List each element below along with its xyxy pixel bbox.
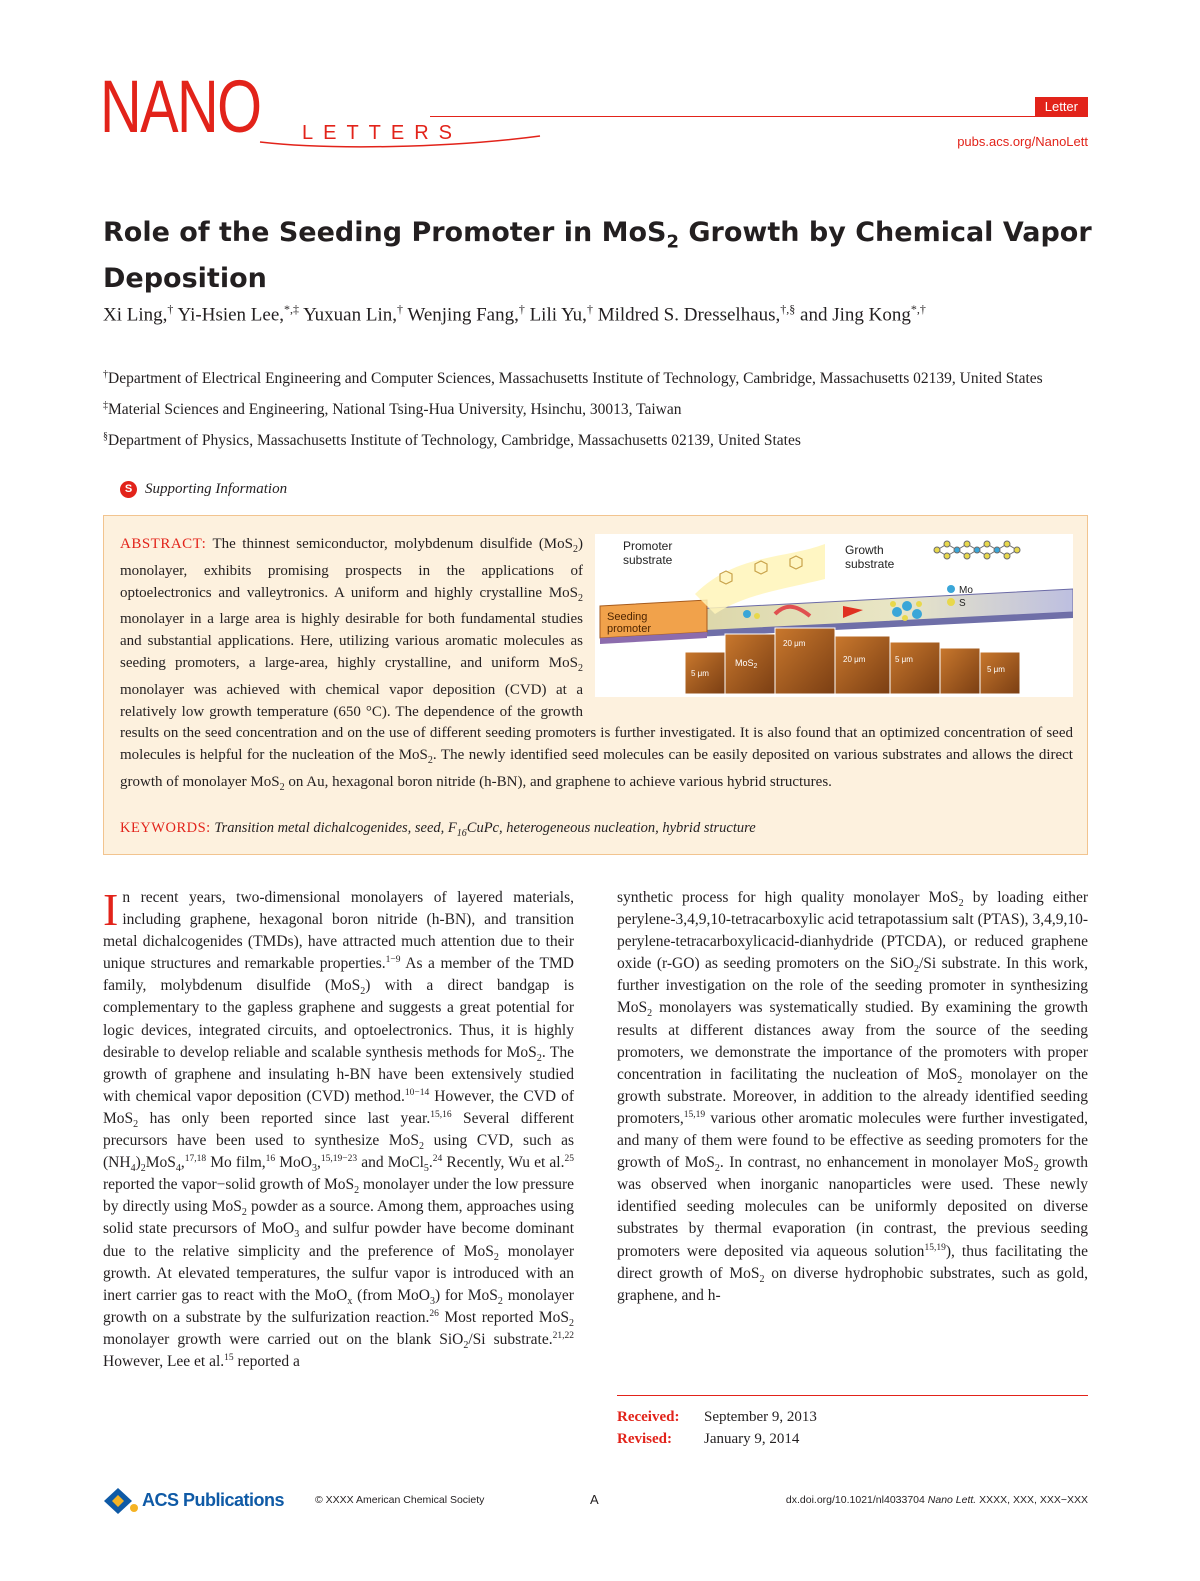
citation-ref[interactable]: 15,19 xyxy=(924,1242,946,1253)
affiliation xyxy=(103,426,1093,451)
subscript: 2 xyxy=(241,1207,247,1219)
abstract-box xyxy=(103,515,1088,855)
supporting-info-icon: S xyxy=(120,481,137,498)
body-text: using CVD, such as (NH xyxy=(103,1132,574,1172)
revised-row: Revised: January 9, 2014 xyxy=(617,1428,1088,1450)
subscript: 4 xyxy=(175,1163,181,1175)
body-text: powder as a source. Among them, approaches using solid state precursors of MoO xyxy=(103,1198,574,1238)
article-title: Role of the Seeding Promoter in MoS$_2$ Growth by Chemical Vapor Deposition xyxy=(103,217,1092,295)
author-affiliation-mark: † xyxy=(167,302,174,316)
journal-url[interactable]: pubs.acs.org/NanoLett xyxy=(957,134,1088,149)
subscript: 2 xyxy=(493,1251,499,1263)
scale-label-5: 5 μm xyxy=(987,665,1005,674)
author-affiliation-mark: *,‡ xyxy=(284,302,300,316)
citation-ref[interactable]: 15,19−23 xyxy=(320,1153,358,1164)
promoter-substrate-label-2: substrate xyxy=(623,553,673,567)
toc-graphic-svg xyxy=(595,534,1073,697)
drop-cap: I xyxy=(103,884,119,935)
author-affiliation-mark: *,† xyxy=(910,302,926,316)
affiliation xyxy=(103,395,1093,420)
body-text: . xyxy=(428,1154,433,1172)
subscript: 2 xyxy=(536,1052,542,1064)
body-text: various other aromatic molecules were further investigated, and many of them were found to be effective as seeding promoters for the growth of MoS xyxy=(617,1109,1088,1172)
body-text: on diverse hydrophobic substrates, such as gold, graphene, and h- xyxy=(617,1264,1088,1304)
subscript: 2 xyxy=(133,1119,139,1131)
seeding-promoter-label-2: promoter xyxy=(607,623,652,635)
body-text: has only been reported since last year. xyxy=(138,1109,431,1127)
author-list xyxy=(103,295,1103,329)
abstract-label: ABSTRACT: xyxy=(120,536,207,552)
body-text: Most reported MoS xyxy=(438,1308,569,1326)
body-text: and MoCl xyxy=(357,1154,424,1172)
body-text: Several different precursors have been used to synthesize MoS xyxy=(103,1109,574,1150)
citation-ref[interactable]: 25 xyxy=(564,1153,574,1164)
citation-ref[interactable]: 21,22 xyxy=(552,1330,574,1341)
legend-mo-label: Mo xyxy=(959,585,973,596)
citation-ref[interactable]: 10−14 xyxy=(404,1087,430,1098)
scale-label-2: 20 μm xyxy=(783,639,806,648)
author-name[interactable]: Lili Yu, xyxy=(529,304,587,326)
article-history xyxy=(617,1395,1088,1450)
citation-ref[interactable]: 15,16 xyxy=(430,1109,452,1120)
tile-label: MoS$_2$ xyxy=(735,658,758,670)
author-affiliation-mark: †,§ xyxy=(780,302,796,316)
body-column-right xyxy=(617,887,1088,1307)
affiliation-text: Material Sciences and Engineering, National Tsing-Hua University, Hsinchu, 30013, Taiwan xyxy=(108,401,682,419)
subscript: 2 xyxy=(463,1339,469,1351)
subscript: 2 xyxy=(714,1163,720,1175)
subscript: 2 xyxy=(958,898,964,910)
body-text: monolayer growth. At elevated temperatures, the sulfur vapor is introduced with an inert carrier gas to react with the MoO xyxy=(103,1242,574,1304)
author-affiliation-mark: † xyxy=(397,302,403,316)
keywords-label: KEYWORDS: xyxy=(120,820,211,836)
supporting-information-link[interactable]: S Supporting Information xyxy=(120,481,287,498)
body-text: synthetic process for high quality monolayer MoS xyxy=(617,889,959,906)
author-affiliation-mark: † xyxy=(518,302,525,316)
body-text: /Si substrate. In this work, further investigation on the role of the seeding promoter in synthesizing MoS xyxy=(617,955,1089,1017)
citation-ref[interactable]: 16 xyxy=(265,1153,276,1164)
body-text: ) xyxy=(135,1154,141,1172)
journal-logo xyxy=(100,65,540,160)
subscript: 2 xyxy=(419,1141,424,1153)
copyright: © XXXX American Chemical Society xyxy=(315,1494,485,1506)
subscript: 5 xyxy=(423,1163,429,1175)
affiliation-mark: ‡ xyxy=(103,400,108,412)
body-text: ) for MoS xyxy=(434,1286,498,1304)
received-date: September 9, 2013 xyxy=(704,1409,817,1425)
author-name[interactable]: Yi-Hsien Lee, xyxy=(177,304,285,326)
body-text: , xyxy=(317,1154,321,1172)
body-text: n recent years, two-dimensional monolayers of layered materials, including graphene, hexagonal boron nitride (h-BN), and transition metal dichalcogenides (TMDs), have attracted much attention due to their unique structures and remarkable properties. xyxy=(103,889,574,973)
affiliation-list xyxy=(103,364,1093,457)
affiliation-text: Department of Physics, Massachusetts Institute of Technology, Cambridge, Massachusetts 02139, United States xyxy=(108,432,801,450)
abstract-text: Seeding promoter Promoter substrate Growth substrate Mo S MoS$_2$ 5 μm 20 μm 20 μm 5 μm 5 μm ABSTRACT: The thinnest semiconductor, molybdenum disulfide (MoS$_2$) monolayer, exhibits promising prospects in the applications of optoelectronics and valleytronics. A uniform and highly crystalline MoS$_2$ monolayer in a large area is highly desirable for both fundamental studies and substantial applications. Here, utilizing various aromatic molecules as seeding promoters, a large-area, highly crystalline, and uniform MoS$_2$ monolayer was achieved with chemical vapor deposition (CVD) at a relatively low growth temperature (650 °C). The dependence of the growth results on the seed concentration and on the use of different seeding promoters is further investigated. It is also found that an optimized concentration of seed molecules is helpful for the nucleation of the MoS$_2$. The newly identified seed molecules can be easily deposited on various substrates and allows the direct growth of monolayer MoS$_2$ on Au, hexagonal boron nitride (h-BN), and graphene to achieve various hybrid structures. xyxy=(120,536,1073,793)
scale-label-3: 20 μm xyxy=(843,655,866,664)
subscript: 2 xyxy=(913,964,919,976)
body-text: monolayer under the low pressure by directly using MoS xyxy=(103,1176,574,1216)
subscript: 4 xyxy=(130,1163,136,1175)
citation-ref[interactable]: 26 xyxy=(429,1308,439,1319)
citation-ref[interactable]: 1−9 xyxy=(385,955,401,966)
subscript: 2 xyxy=(354,1185,360,1197)
body-text: However, the CVD of MoS xyxy=(103,1087,574,1127)
citation-ref[interactable]: 17,18 xyxy=(184,1153,207,1164)
citation-ref[interactable]: 15 xyxy=(224,1352,234,1363)
header-rule xyxy=(430,116,1088,117)
revised-date: January 9, 2014 xyxy=(704,1431,800,1447)
keywords: KEYWORDS: Transition metal dichalcogenides, seed, $F_{16}CuPc$, heterogeneous nucleation, hybrid structure xyxy=(120,820,756,839)
acs-logo-icon xyxy=(100,1486,140,1516)
author-name[interactable]: Yuxuan Lin, xyxy=(303,304,397,326)
body-text: growth was observed when inorganic nanoparticles were used. These newly identified seeding molecules can be uniformly deposited on diverse substrates by thermal evaporation (in contrast, the previous seeding promoters were deposited via aqueous solution xyxy=(617,1154,1088,1260)
body-text: , xyxy=(180,1154,185,1172)
body-text: . In contrast, no enhancement in monolayer MoS xyxy=(719,1154,1034,1172)
subscript: 2 xyxy=(497,1295,503,1307)
body-text: monolayer growth were carried out on the blank SiO xyxy=(103,1330,464,1348)
journal-logo-nano: NANO xyxy=(100,65,261,148)
seeding-promoter-label-1: Seeding xyxy=(607,611,648,623)
affiliation-text: Department of Electrical Engineering and Computer Sciences, Massachusetts Institute of Technology, Cambridge, Massachusetts 02139, United States xyxy=(108,370,1043,388)
body-text: monolayer growth on a substrate by the sulfurization reaction. xyxy=(103,1286,574,1326)
body-text: reported a xyxy=(233,1352,300,1370)
section-tag: Letter xyxy=(1035,97,1088,117)
subscript: 2 xyxy=(647,1008,653,1020)
doi-citation[interactable]: dx.doi.org/10.1021/nl4033704 Nano Lett. XXXX, XXX, XXX−XXX xyxy=(785,1494,1088,1506)
body-text: and sulfur powder have become dominant due to the relative simplicity and the preference of MoS xyxy=(103,1220,574,1260)
page-footer xyxy=(0,1484,1200,1524)
received-row: Received: September 9, 2013 xyxy=(617,1406,1088,1428)
subscript: 2 xyxy=(568,1317,574,1329)
affiliation-mark: § xyxy=(103,431,108,443)
legend-mo-icon xyxy=(947,585,955,593)
author-name[interactable]: Xi Ling, xyxy=(103,304,168,326)
scale-label-1: 5 μm xyxy=(691,669,709,678)
subscript: 3 xyxy=(429,1295,435,1307)
body-text: Mo film, xyxy=(206,1154,266,1172)
subscript: 2 xyxy=(140,1163,146,1175)
subscript: 3 xyxy=(312,1163,317,1175)
author-name[interactable]: and Jing Kong xyxy=(800,304,911,326)
body-text: (from MoO xyxy=(352,1286,430,1304)
citation-ref[interactable]: 24 xyxy=(432,1153,443,1164)
body-text: /Si substrate. xyxy=(468,1330,553,1348)
body-column-left xyxy=(103,884,574,1373)
subscript: 3 xyxy=(294,1229,300,1241)
legend-s-label: S xyxy=(959,598,966,609)
body-text: Recently, Wu et al. xyxy=(442,1154,565,1172)
body-text: However, Lee et al. xyxy=(103,1352,225,1370)
body-text: ) with a direct bandgap is complementary to the gapless graphene and suggests a great potential for logic devices, integrated circuits, and optoelectronics. Thus, it is highly desirable to develop reliable and scalable synthesis methods for MoS xyxy=(103,977,574,1061)
body-text: reported the vapor−solid growth of MoS xyxy=(103,1176,355,1194)
citation-ref[interactable]: 15,19 xyxy=(683,1109,706,1120)
subscript: 2 xyxy=(360,986,366,998)
promoter-substrate-label-1: Promoter xyxy=(623,539,673,553)
body-text: MoS xyxy=(145,1154,176,1172)
affiliation-mark: † xyxy=(103,369,108,380)
affiliation xyxy=(103,364,1093,389)
scale-label-4: 5 μm xyxy=(895,655,913,664)
page-number: A xyxy=(590,1492,599,1507)
subscript: 2 xyxy=(1033,1163,1039,1175)
growth-substrate-label-1: Growth xyxy=(845,543,884,557)
body-text: MoO xyxy=(275,1154,312,1172)
subscript: 2 xyxy=(759,1273,765,1285)
toc-graphic xyxy=(595,534,1073,697)
body-text: . The growth of graphene and insulating h-BN have been extensively studied with chemical vapor deposition (CVD) method. xyxy=(103,1043,574,1105)
body-text: by loading either perylene-3,4,9,10-tetracarboxylic acid tetrapotassium salt (PTAS), 3,4,9,10-perylene-tetracarboxylicacid-dianhydride (PTCDA), or reduced graphene oxide (r-GO) as seeding promoters on the SiO xyxy=(617,889,1089,973)
subscript: 2 xyxy=(957,1074,963,1086)
publisher-name[interactable]: ACS Publications xyxy=(142,1490,285,1510)
growth-substrate-label-2: substrate xyxy=(845,557,895,571)
body-text: As a member of the TMD family, molybdenum disulfide (MoS xyxy=(103,955,574,995)
legend-s-icon xyxy=(947,598,955,606)
journal-logo-letters: LETTERS xyxy=(302,122,463,144)
body-text: monolayer on the growth substrate. Moreover, in addition to the already identified seeding promoters, xyxy=(617,1065,1088,1127)
author-affiliation-mark: † xyxy=(586,302,593,316)
body-text: ), thus facilitating the direct growth of MoS xyxy=(617,1242,1088,1282)
subscript: x xyxy=(347,1295,353,1307)
author-name[interactable]: Wenjing Fang, xyxy=(407,304,519,326)
author-name[interactable]: Mildred S. Dresselhaus, xyxy=(597,304,781,326)
body-text: monolayers was systematically studied. By examining the growth results at different distances away from the source of the seeding promoters, we demonstrate the importance of the promoters with proper concentration in facilitating the nucleation of MoS xyxy=(617,999,1088,1083)
